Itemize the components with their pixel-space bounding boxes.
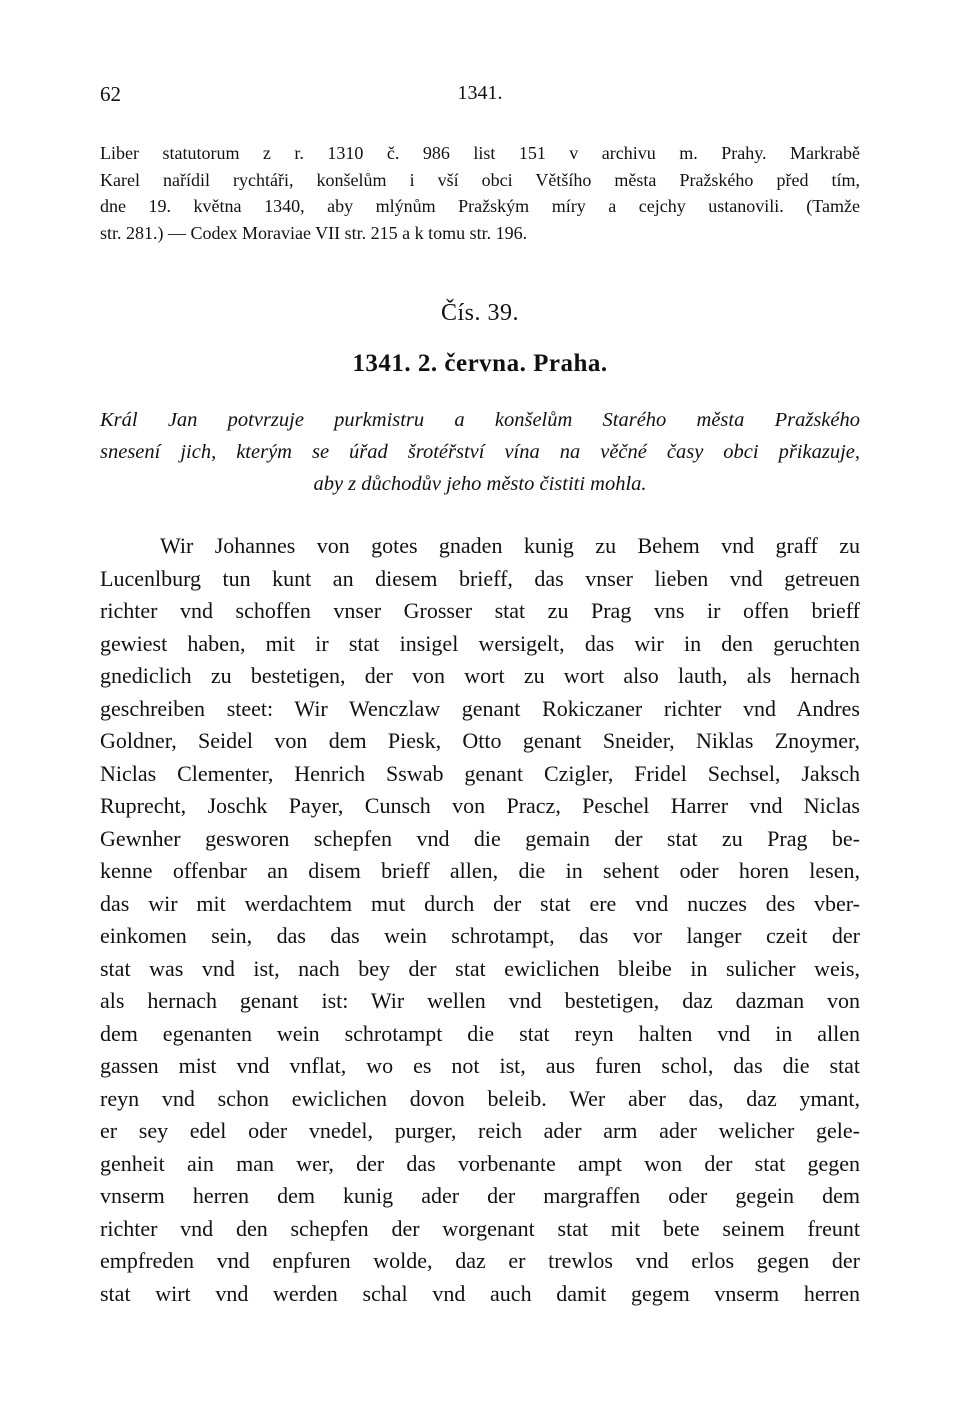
summary-line: snesení jich, kterým se úřad šrotéřství vína na věčné časy obci přikazuje,	[100, 441, 860, 463]
running-header-year: 1341.	[457, 82, 503, 104]
source-note-line: str. 281.) — Codex Moraviae VII str. 215 a k tomu str. 196.	[100, 222, 528, 243]
charter-line: vnserm herren dem kunig ader der margraffen oder gegein dem	[100, 1183, 860, 1208]
document-summary	[100, 404, 860, 500]
document-number: Čís. 39.	[440, 300, 519, 326]
source-note	[100, 140, 860, 246]
charter-line: gewiest haben, mit ir stat insigel wersigelt, das wir in den geruchten	[100, 630, 860, 656]
charter-line: dem egenanten wein schrotampt die stat reyn halten vnd in allen	[100, 1020, 860, 1046]
charter-line: er sey edel oder vnedel, purger, reich ader arm ader welicher gele-	[100, 1118, 860, 1143]
charter-line: als hernach genant ist: Wir wellen vnd bestetigen, daz dazman von	[100, 988, 860, 1013]
charter-line: genheit ain man wer, der das vorbenante ampt won der stat gegen	[100, 1150, 860, 1176]
page-number: 62	[100, 82, 121, 106]
charter-line: stat was vnd ist, nach bey der stat ewiclichen bleibe in sulicher weis,	[100, 955, 860, 981]
source-note-line: Karel nařídil rychtáři, konšelům i vší obci Většího města Pražského před tím,	[100, 169, 860, 190]
charter-line: reyn vnd schon ewiclichen dovon beleib. Wer aber das, daz ymant,	[100, 1085, 860, 1111]
document-dateline: 1341. 2. června. Praha.	[352, 350, 608, 377]
charter-line: das wir mit werdachtem mut durch der stat ere vnd nuczes des vber-	[100, 890, 860, 916]
charter-line: empfreden vnd enpfuren wolde, daz er trewlos vnd erlos gegen der	[100, 1248, 860, 1273]
charter-text	[100, 530, 860, 1310]
charter-line: kenne offenbar an disem brieff allen, die in sehent oder horen lesen,	[100, 858, 860, 883]
charter-line: geschreiben steet: Wir Wenczlaw genant Rokiczaner richter vnd Andres	[100, 695, 860, 721]
charter-line: Gewnher gesworen schepfen vnd die gemain der stat zu Prag be-	[100, 825, 860, 851]
charter-line: stat wirt vnd werden schal vnd auch damit gegem vnserm herren	[100, 1280, 860, 1306]
charter-line: Lucenlburg tun kunt an diesem brieff, das vnser lieben vnd getreuen	[100, 565, 860, 591]
charter-line: einkomen sein, das das wein schrotampt, das vor langer czeit der	[100, 923, 860, 948]
charter-line: Wir Johannes von gotes gnaden kunig zu Behem vnd graff zu	[160, 533, 860, 558]
charter-line: Ruprecht, Joschk Payer, Cunsch von Pracz, Peschel Harrer vnd Niclas	[100, 793, 860, 818]
charter-line: richter vnd den schepfen der worgenant stat mit bete seinem freunt	[100, 1215, 860, 1241]
source-note-line: dne 19. května 1340, aby mlýnům Pražským míry a cejchy ustanovili. (Tamže	[100, 196, 860, 216]
charter-line: Niclas Clementer, Henrich Sswab genant Czigler, Fridel Sechsel, Jaksch	[100, 760, 860, 786]
charter-line: gnediclich zu bestetigen, der von wort zu wort also lauth, als hernach	[100, 663, 860, 688]
charter-line: richter vnd schoffen vnser Grosser stat zu Prag vns ir offen brieff	[100, 598, 860, 623]
page-header	[100, 82, 860, 112]
charter-line: gassen mist vnd vnflat, wo es not ist, aus furen schol, das die stat	[100, 1053, 860, 1078]
summary-line: aby z důchodův jeho město čistiti mohla.	[313, 473, 647, 495]
source-note-line: Liber statutorum z r. 1310 č. 986 list 151 v archivu m. Prahy. Markrabě	[100, 143, 860, 163]
charter-line: Goldner, Seidel von dem Piesk, Otto genant Sneider, Niklas Znoymer,	[100, 728, 860, 753]
summary-line: Král Jan potvrzuje purkmistru a konšelům Starého města Pražského	[100, 409, 860, 431]
